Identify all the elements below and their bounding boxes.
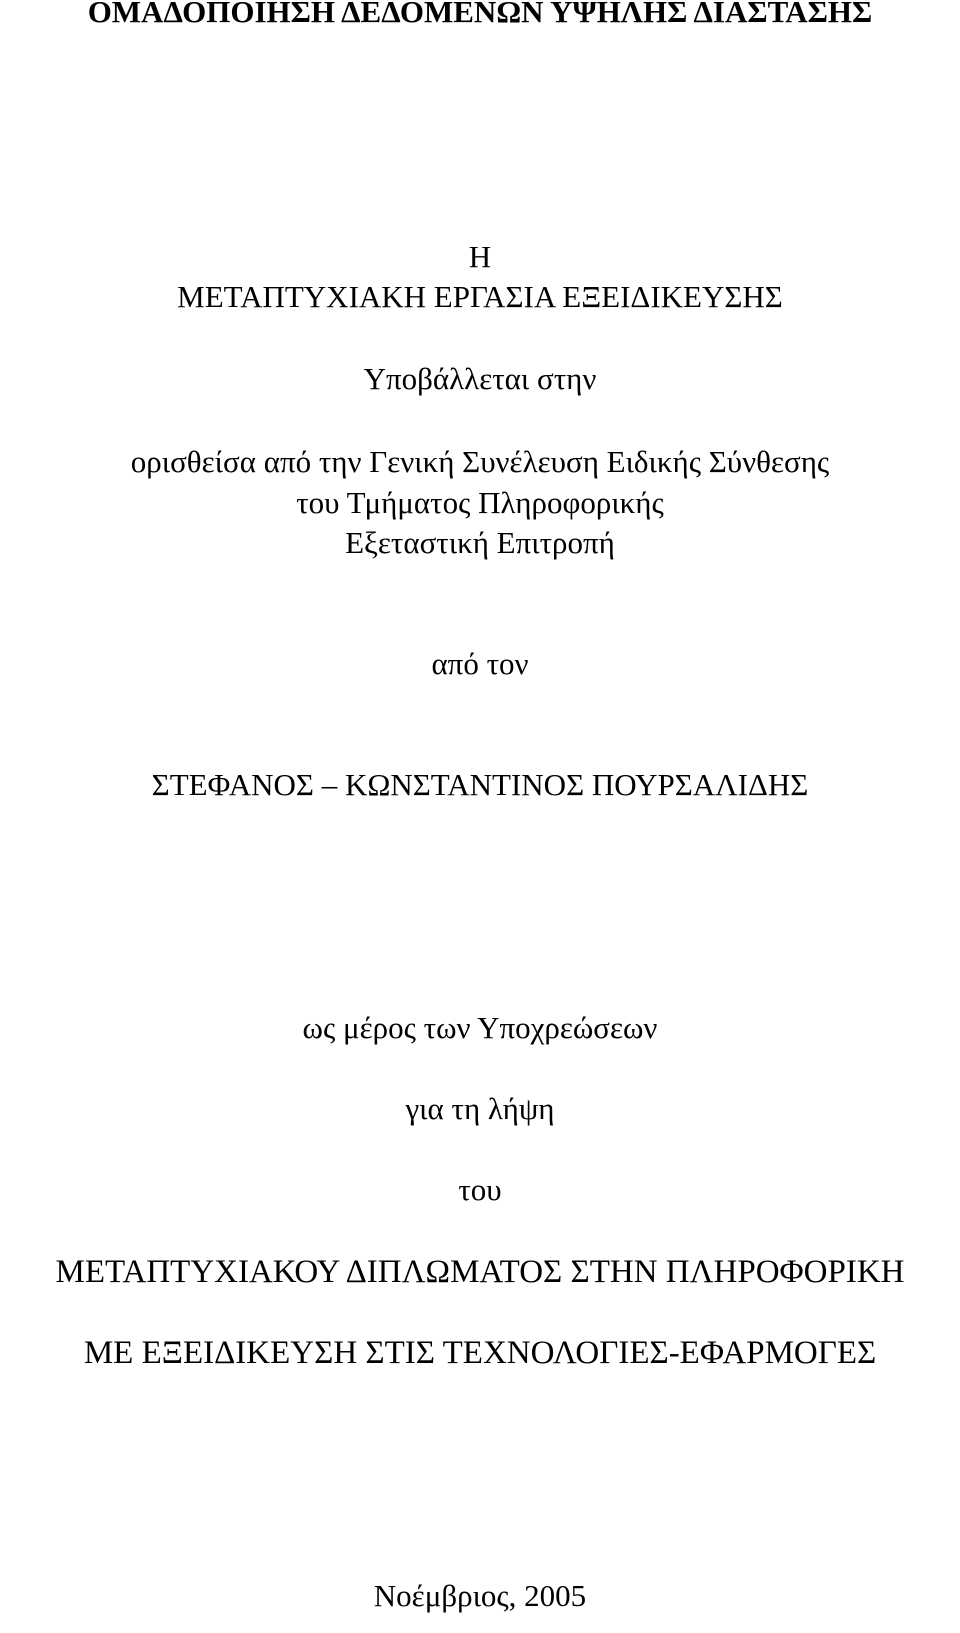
purpose-line-1: ως μέρος των Υποχρεώσεων bbox=[302, 1010, 658, 1045]
submission-date: Νοέμβριος, 2005 bbox=[373, 1578, 587, 1613]
purpose-line-2: για τη λήψη bbox=[405, 1091, 555, 1126]
committee-line-3: Εξεταστική Επιτροπή bbox=[345, 525, 615, 560]
committee-line-1: ορισθείσα από την Γενική Συνέλευση Ειδικής Σύνθεσης bbox=[130, 444, 830, 479]
article-text: Η bbox=[468, 239, 492, 274]
specialization-title: ΜΕ ΕΞΕΙΔΙΚΕΥΣΗ ΣΤΙΣ ΤΕΧΝΟΛΟΓΙΕΣ-ΕΦΑΡΜΟΓΕΣ bbox=[83, 1335, 877, 1371]
submitted-to-text: Υποβάλλεται στην bbox=[363, 361, 597, 396]
thesis-type: ΜΕΤΑΠΤΥΧΙΑΚΗ ΕΡΓΑΣΙΑ ΕΞΕΙΔΙΚΕΥΣΗΣ bbox=[177, 279, 783, 314]
author-name: ΣΤΕΦΑΝΟΣ – ΚΩΝΣΤΑΝΤΙΝΟΣ ΠΟΥΡΣΑΛΙΔΗΣ bbox=[151, 767, 809, 802]
committee-line-2: του Τμήματος Πληροφορικής bbox=[296, 485, 664, 520]
by-text: από τον bbox=[431, 646, 529, 681]
degree-title: ΜΕΤΑΠΤΥΧΙΑΚΟΥ ΔΙΠΛΩΜΑΤΟΣ ΣΤΗΝ ΠΛΗΡΟΦΟΡΙΚΗ bbox=[55, 1254, 905, 1290]
document-title: ΟΜΑΔΟΠΟΙΗΣΗ ΔΕΔΟΜΕΝΩΝ ΥΨΗΛΗΣ ΔΙΑΣΤΑΣΗΣ bbox=[87, 0, 873, 29]
purpose-line-3: του bbox=[458, 1172, 502, 1207]
